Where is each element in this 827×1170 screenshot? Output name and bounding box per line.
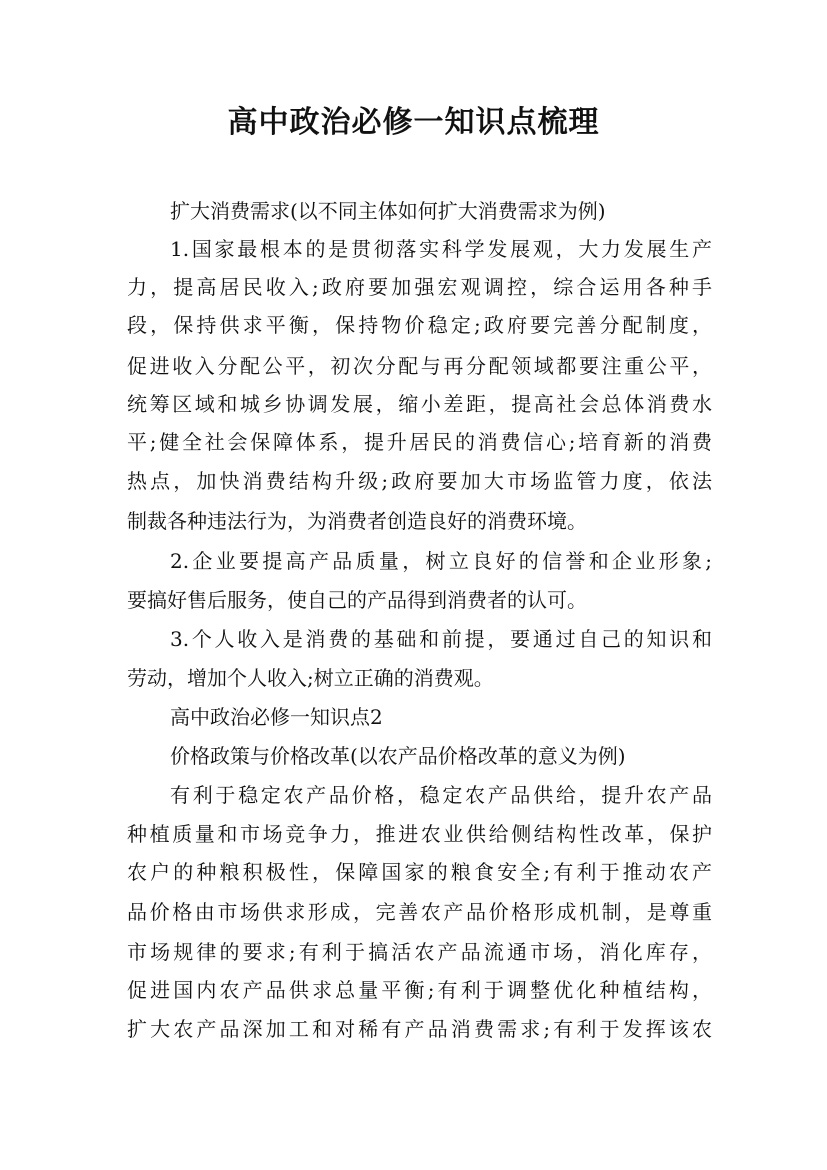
- paragraph-line: 扩大农产品深加工和对稀有产品消费需求;有利于发挥该农: [127, 1017, 712, 1041]
- paragraph-line: 3.个人收入是消费的基础和前提，要通过自己的知识和: [170, 627, 712, 651]
- paragraph-line: 力，提高居民收入;政府要加强宏观调控，综合运用各种手: [127, 275, 712, 299]
- paragraph-line: 促进国内农产品供求总量平衡;有利于调整优化种植结构，: [127, 978, 712, 1002]
- paragraph-line: 2.企业要提高产品质量，树立良好的信誉和企业形象;: [170, 549, 712, 573]
- paragraph-line: 促进收入分配公平，初次分配与再分配领域都要注重公平，: [127, 354, 712, 378]
- paragraph-line: 制裁各种违法行为，为消费者创造良好的消费环境。: [127, 509, 587, 533]
- paragraph-line: 市场规律的要求;有利于搞活农产品流通市场，消化库存，: [127, 940, 712, 964]
- paragraph-line: 农户的种粮积极性，保障国家的粮食安全;有利于推动农产: [127, 860, 712, 884]
- section-heading: 高中政治必修一知识点2: [170, 705, 383, 729]
- paragraph-line: 段，保持供求平衡，保持物价稳定;政府要完善分配制度，: [127, 313, 712, 337]
- section-heading: 扩大消费需求(以不同主体如何扩大消费需求为例): [170, 199, 606, 223]
- paragraph-line: 热点，加快消费结构升级;政府要加大市场监管力度，依法: [127, 469, 712, 493]
- paragraph-line: 劳动，增加个人收入;树立正确的消费观。: [127, 666, 494, 690]
- paragraph-line: 种植质量和市场竞争力，推进农业供给侧结构性改革，保护: [127, 822, 712, 846]
- paragraph-line: 品价格由市场供求形成，完善农产品价格形成机制，是尊重: [127, 900, 712, 924]
- document-title: 高中政治必修一知识点梳理: [227, 105, 600, 140]
- section-heading: 价格政策与价格改革(以农产品价格改革的意义为例): [170, 744, 626, 768]
- paragraph-line: 统筹区域和城乡协调发展，缩小差距，提高社会总体消费水: [127, 392, 712, 416]
- paragraph-line: 要搞好售后服务，使自己的产品得到消费者的认可。: [127, 588, 587, 612]
- paragraph-line: 1.国家最根本的是贯彻落实科学发展观，大力发展生产: [170, 237, 712, 261]
- paragraph-line: 平;健全社会保障体系，提升居民的消费信心;培育新的消费: [127, 430, 712, 454]
- paragraph-line: 有利于稳定农产品价格，稳定农产品供给，提升农产品: [170, 783, 712, 807]
